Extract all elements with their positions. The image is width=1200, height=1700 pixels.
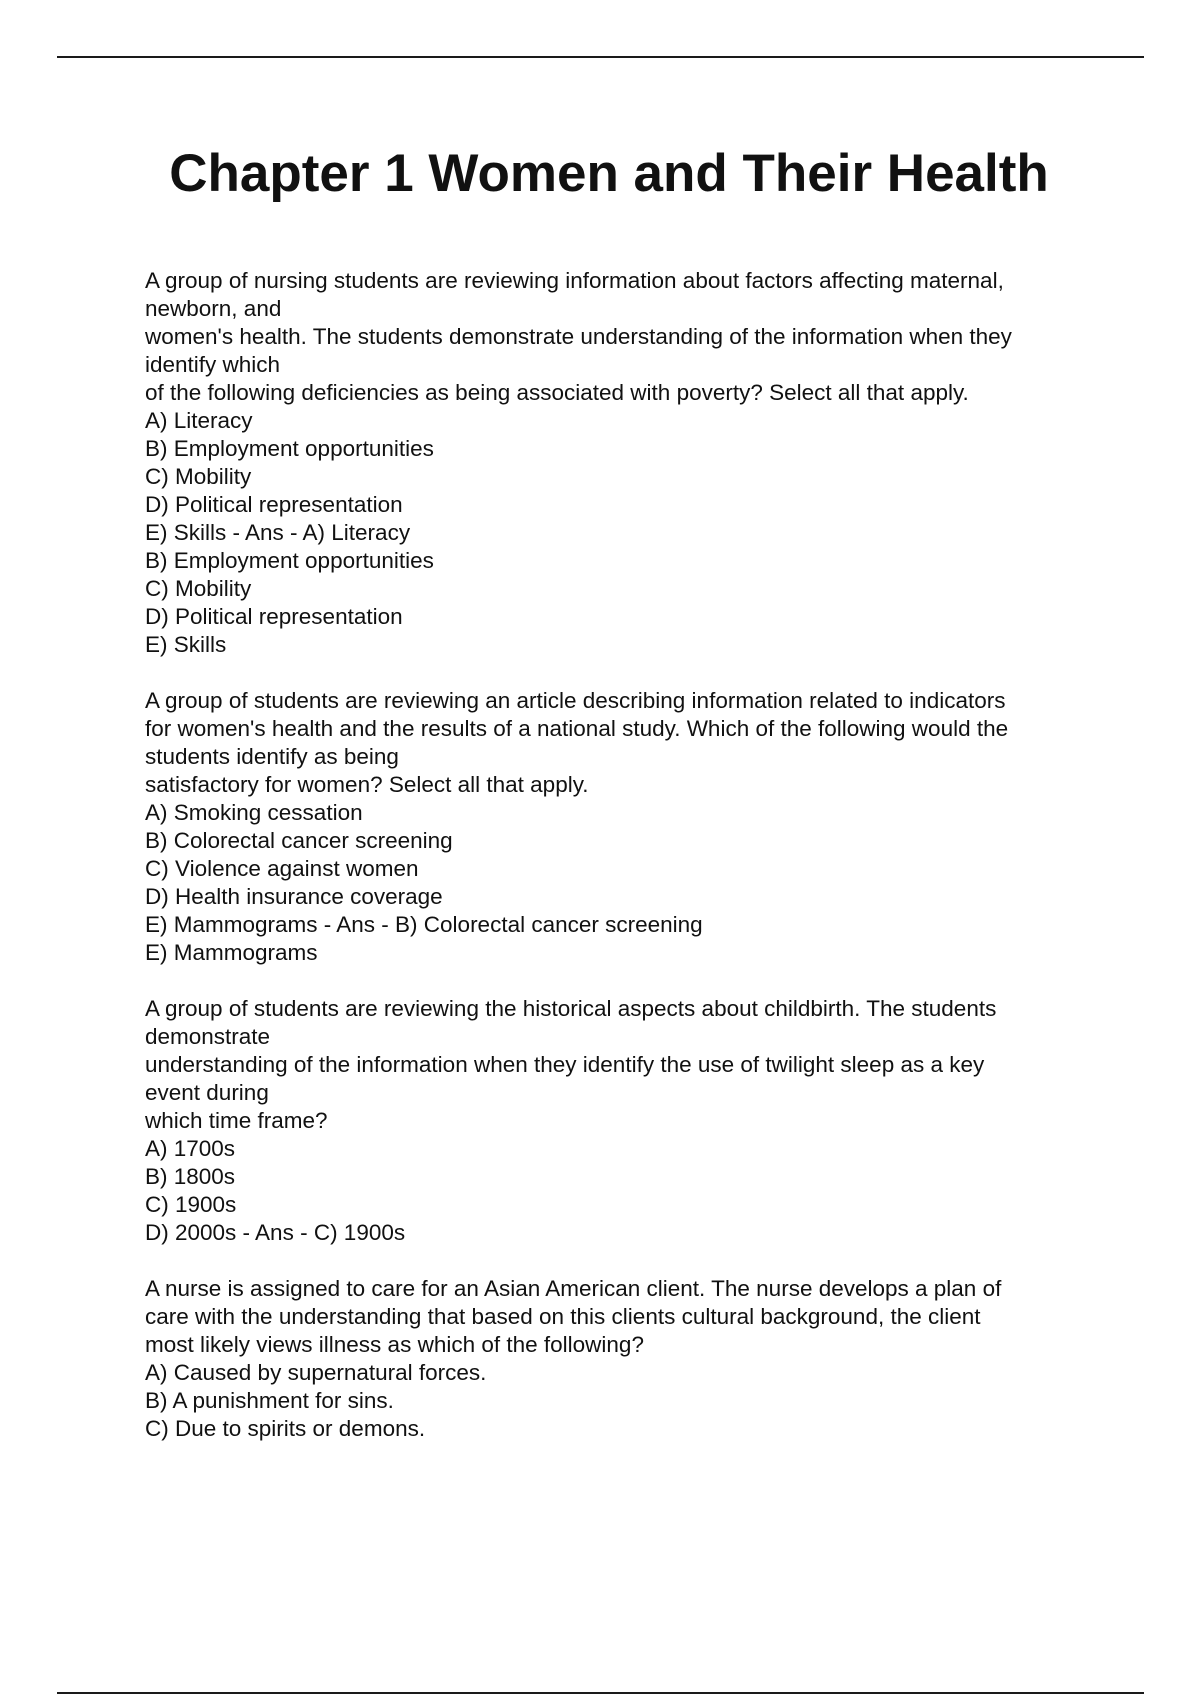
answer-option: B) A punishment for sins. [145, 1388, 394, 1413]
question-text-line: satisfactory for women? Select all that apply. [145, 772, 589, 797]
answer-option: C) Due to spirits or demons. [145, 1416, 426, 1441]
question-block-1 [145, 267, 1085, 659]
answer-option: C) Violence against women [145, 856, 419, 881]
answer-key-line: E) Mammograms [145, 940, 318, 965]
answer-option: A) 1700s [145, 1136, 236, 1161]
answer-key-line: E) Skills [145, 632, 227, 657]
answer-option: B) 1800s [145, 1164, 236, 1189]
question-text-line: newborn, and [145, 296, 282, 321]
question-text-line: of the following deficiencies as being associated with poverty? Select all that apply. [145, 380, 969, 405]
question-text-line: event during [145, 1080, 269, 1105]
page-title: Chapter 1 Women and Their Health [169, 144, 1049, 203]
question-text-line: which time frame? [145, 1108, 328, 1133]
bottom-divider [57, 1692, 1144, 1694]
answer-key-line: B) Employment opportunities [145, 548, 434, 573]
question-text-line: A group of nursing students are reviewing information about factors affecting maternal, [145, 268, 1004, 293]
answer-option-with-key: E) Skills - Ans - A) Literacy [145, 520, 411, 545]
answer-option: B) Employment opportunities [145, 436, 434, 461]
question-text-line: identify which [145, 352, 281, 377]
question-text-line: understanding of the information when they identify the use of twilight sleep as a key [145, 1052, 985, 1077]
question-text-line: care with the understanding that based on this clients cultural background, the client [145, 1304, 981, 1329]
answer-option: C) Mobility [145, 464, 252, 489]
answer-option: D) Political representation [145, 492, 403, 517]
question-text-line: demonstrate [145, 1024, 271, 1049]
answer-option: A) Smoking cessation [145, 800, 363, 825]
question-text-line: A group of students are reviewing an article describing information related to indicators [145, 688, 1006, 713]
question-block-3 [145, 995, 1085, 1247]
answer-option-with-key: D) 2000s - Ans - C) 1900s [145, 1220, 406, 1245]
question-text-line: A nurse is assigned to care for an Asian American client. The nurse develops a plan of [145, 1276, 1002, 1301]
question-block-4 [145, 1275, 1085, 1443]
answer-key-line: D) Political representation [145, 604, 403, 629]
top-divider [57, 56, 1144, 58]
question-text-line: students identify as being [145, 744, 399, 769]
answer-option: A) Caused by supernatural forces. [145, 1360, 487, 1385]
answer-option: D) Health insurance coverage [145, 884, 443, 909]
answer-key-line: C) Mobility [145, 576, 252, 601]
answer-option: C) 1900s [145, 1192, 237, 1217]
question-text-line: most likely views illness as which of the following? [145, 1332, 644, 1357]
answer-option: A) Literacy [145, 408, 253, 433]
answer-option-with-key: E) Mammograms - Ans - B) Colorectal cancer screening [145, 912, 703, 937]
question-list [145, 267, 1085, 1471]
question-block-2 [145, 687, 1085, 967]
question-text-line: A group of students are reviewing the historical aspects about childbirth. The students [145, 996, 997, 1021]
question-text-line: for women's health and the results of a national study. Which of the following would the [145, 716, 1009, 741]
answer-option: B) Colorectal cancer screening [145, 828, 453, 853]
question-text-line: women's health. The students demonstrate understanding of the information when they [145, 324, 1012, 349]
